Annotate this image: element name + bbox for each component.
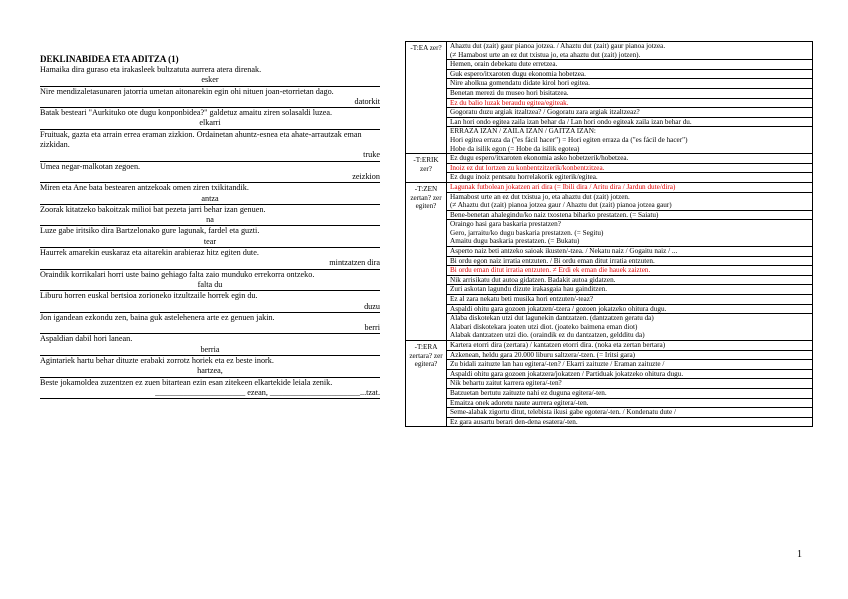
table-row <box>406 60 813 70</box>
example-cell: ERRAZA IZAN / ZAILA IZAN / GAITZA IZAN: Hori egitea erraza da ("es fácil hacer") = Hori egiten erraza da ("es fácil de hacer") Hobe da isilik egon (= Hobe da isilik egotea) <box>447 127 813 154</box>
example-cell: Emaitza onek adoretu naute aurrera egitera/-ten. <box>447 398 813 408</box>
exercise-sentence: Hamaika dira guraso eta irakasleek bultzatuta aurrera atera direnak. <box>40 65 262 74</box>
exercise-item <box>40 65 380 87</box>
answer-hint: tear <box>203 236 217 246</box>
example-cell: Lan hori ondo egitea zaila izan behar da / Lan hori ondo egiteak zaila izan behar du. <box>447 117 813 127</box>
table-row <box>406 154 813 164</box>
table-row <box>406 163 813 173</box>
answer-hint: hartzea, <box>197 366 223 376</box>
exercise-sentence: Beste jokamoldea zuzentzen ez zuen bitartean ezin esan zitekeen elkartekide leiala zenik. <box>40 377 333 387</box>
exercise-item <box>40 130 380 162</box>
example-cell: Zuri askotan lagundu dizute irakasgaia hau gainditzen. <box>447 285 813 295</box>
answer-hint: mintzatzen dira <box>329 258 380 268</box>
exercise-sentence: Batak besteari "Aurkituko ote dugu konponbidea?" galdetuz amaitu ziren solasaldi luzea. <box>40 108 333 118</box>
section-label: -T:ERIK zer? <box>406 154 447 183</box>
table-row <box>406 388 813 398</box>
example-cell: Bene-benetan ahalegindu/ko naiz txostena biharko prestatzen. (= Saiatu) <box>447 210 813 220</box>
table-row <box>406 417 813 427</box>
exercise-sentence: Nire mendizaletasunaren jatorria umetan aitonarekin egin ohi nituen joan-etorrietan dago. <box>40 86 334 96</box>
section-label: -T:ZEN zertan? zer egiten? <box>406 182 447 340</box>
example-cell: Asperto naiz beti antzeko saioak ikusten/-tzea. / Nekatu naiz / Gogaitu naiz / ... <box>447 247 813 257</box>
example-cell: Ez dugu espero/itxaroten ekonomia asko hobetzerik/hobetzea. <box>447 154 813 164</box>
exercise-sentence: Liburu horren euskal bertsioa zorioneko itzultzaile horrek egin du. <box>40 291 258 301</box>
example-cell: Oraingo hasi gara baskaria prestatzen? Gero, jarraitu/ko dugu baskaria prestatzen. (= Segitu) Amaitu dugu baskaria prestatzen. (= Bukatu) <box>447 220 813 247</box>
example-cell: Alaba diskotekan utzi dut lagunekin dantzatzen. (dantzatzen geratu da) Alabari diskotekara joaten utzi diot. (joateko baimena eman diot) Alabak dantzatzen utzi dio. (oraindik ez du dantzatzen, geldditu da) <box>447 314 813 341</box>
example-cell: Zu bidali zaituzte lan hau egitera/-ten? / Ekarri zaituzte / Eraman zaituzte / <box>447 360 813 370</box>
example-cell: Ez gara ausartu berari den-dena esatera/-ten. <box>447 417 813 427</box>
exercise-item <box>40 183 380 205</box>
table-row <box>406 350 813 360</box>
table-row <box>406 314 813 341</box>
table-row <box>406 369 813 379</box>
section-label: -T:EA zer? <box>406 42 447 154</box>
exercise-item <box>40 162 380 184</box>
example-cell: Inoiz ez dut lortzen zu konbentzitzerik/konbentzitzea. <box>447 163 813 173</box>
answer-hint: ______________________ ezean, ______________________...tzat. <box>155 387 380 397</box>
example-cell: Aspaldi ohitu gara gozoen jokatzen/-tzera / gozoen jokatzeko ohitura dugu. <box>447 304 813 314</box>
exercise-item <box>40 108 380 130</box>
page-number: 1 <box>797 549 802 560</box>
section-label: -T:ERA zertara? zer egitera? <box>406 341 447 427</box>
table-row <box>406 398 813 408</box>
answer-hint: na <box>206 215 214 225</box>
table-row <box>406 117 813 127</box>
table-row <box>406 108 813 118</box>
table-row <box>406 266 813 276</box>
answer-hint: zeizkion <box>352 171 380 181</box>
example-cell: Ez dugu inoiz pentsatu horrelakorik egiterik/egitea. <box>447 173 813 183</box>
answer-hint: duzu <box>364 301 380 311</box>
example-cell: Hamabost urte an ez dut txistua jo, eta ahaztu dut (zait) jotzen. (≠ Ahaztu dut (zait) pianoa jotzea gaur / Ahaztu dut (zait) pianoa jotzea gaur) <box>447 192 813 210</box>
answer-hint: elkarri <box>199 118 221 128</box>
table-row <box>406 304 813 314</box>
exercise-item <box>40 248 380 270</box>
example-cell: Ahaztu dut (zait) gaur pianoa jotzea. / Ahaztu dut (zait) gaur pianoa jotzea. (≠ Hamabost urte an ez dut txistua jo, eta ahaztu dut (zait) jotzen). <box>447 42 813 60</box>
exercise-item <box>40 226 380 248</box>
example-cell: Azkenean, heldu gara 20.000 liburu saltzera/-tzen. (= Iritsi gara) <box>447 350 813 360</box>
exercise-item <box>40 291 380 313</box>
table-row <box>406 256 813 266</box>
example-cell: Benetan merezi du museo hori bisitatzea. <box>447 88 813 98</box>
exercise-list <box>40 54 380 399</box>
example-cell: Batzuetan bertutu zaituzte nahi ez duguna egitera/-ten. <box>447 388 813 398</box>
example-cell: Ez al zara nekatu beti musika hori entzuten/-teaz? <box>447 295 813 305</box>
table-row <box>406 173 813 183</box>
example-cell: Ez du balio luzak beraudu egitea/egiteak. <box>447 98 813 108</box>
exercise-sentence: Oraindik korrikalari horri uste baino gehiago falta zaio munduko errekorra ontzeko. <box>40 269 315 279</box>
answer-hint: falta du <box>197 279 223 289</box>
table-row <box>406 360 813 370</box>
example-cell: Gogoratu duzu argiak itzaltzea? / Gogoratu zara argiak itzaltzeaz? <box>447 108 813 118</box>
answer-hint: datorkit <box>354 96 380 106</box>
exercise-sentence: Aspaldian dabil hori lanean. <box>40 334 133 344</box>
exercise-sentence: Agintariek hartu behar dituzte erabaki zorrotz horiek eta ez beste inork. <box>40 356 274 366</box>
table-row <box>406 285 813 295</box>
answer-hint: antza <box>201 193 219 203</box>
table-row <box>406 79 813 89</box>
answer-hint: berria <box>200 344 220 354</box>
answer-hint: esker <box>201 75 219 85</box>
exercise-item <box>40 205 380 227</box>
table-row <box>406 98 813 108</box>
exercise-sentence: Fruituak, gazta eta arrain errea eraman zizkion. Ordainetan ahuntz-esnea eta ahate-arrautzak eman zizkidan. <box>40 129 362 150</box>
table-row <box>406 210 813 220</box>
exercise-item <box>40 378 380 400</box>
example-cell: Bi ordu eman ditut irratia entzuten. ≠ Erdi ek eman die hauek zaizten. <box>447 266 813 276</box>
table-row <box>406 42 813 60</box>
answer-hint: berri <box>364 323 380 333</box>
exercise-item <box>40 270 380 292</box>
table-row <box>406 275 813 285</box>
exercise-item <box>40 334 380 356</box>
example-cell: Aspaldi ohitu gara gozoen jokatzera/jokatzen / Partiduak jokatzeko ohitura dugu. <box>447 369 813 379</box>
table-row <box>406 88 813 98</box>
example-cell: Nik behartu zaitut karrera egitera/-ten? <box>447 379 813 389</box>
table-row <box>406 127 813 154</box>
table-row <box>406 69 813 79</box>
exercise-sentence: Haurrek amarekin euskaraz eta aitarekin arabieraz hitz egiten dute. <box>40 248 259 258</box>
example-cell: Bi ordu egon naiz irratia entzuten. / Bi ordu eman ditut irratia entzuten. <box>447 256 813 266</box>
table-row <box>406 192 813 210</box>
reference-table <box>405 41 813 427</box>
exercise-item <box>40 313 380 335</box>
example-cell: Nire aholkua gomendatu didate kirol hori egitea. <box>447 79 813 89</box>
example-cell: Hemen, orain debekatu dute erretzea. <box>447 60 813 70</box>
exercise-sentence: Zoorak kitatzeko bakoitzak milioi bat pezeta jarri behar izan genuen. <box>40 204 266 214</box>
exercise-sentence: Miren eta Ane bata bestearen antzekoak omen ziren txikitandik. <box>40 183 249 193</box>
example-cell: Guk espero/itxaroten dugu ekonomia hobetzea. <box>447 69 813 79</box>
exercise-sentence: Umea negar-malkotan zegoen. <box>40 161 141 171</box>
exercise-item <box>40 356 380 378</box>
table-row <box>406 182 813 192</box>
page-title: DEKLINABIDEA ETA ADITZA (1) <box>40 54 179 64</box>
table-row <box>406 295 813 305</box>
exercise-item <box>40 87 380 109</box>
exercise-sentence: Luze gabe iritsiko dira Bartzelonako gure lagunak, fardel eta guzti. <box>40 226 260 236</box>
example-cell: Nik arrisikatu dut autoa gidatzen. Badakit autoa gidatzen. <box>447 275 813 285</box>
table-row <box>406 379 813 389</box>
table-row <box>406 247 813 257</box>
example-cell: Kartera etorri dira (zertara) / kantatzen etorri dira. (noka eta zertan bertara) <box>447 341 813 351</box>
table-row <box>406 220 813 247</box>
exercise-sentence: Jon igandean ezkondu zen, baina guk astelehenera arte ez genuen jakin. <box>40 312 275 322</box>
answer-hint: truke <box>363 150 380 160</box>
table-row <box>406 341 813 351</box>
example-cell: Seme-alabak zigortu ditut, telebista ikusi gabe egotera/-ten. / Kondenatu dute / <box>447 408 813 418</box>
table-row <box>406 408 813 418</box>
example-cell: Lagunak futbolean jokatzen ari dira (= Ibili dira / Aritu dira / Jardun dute/dira) <box>447 182 813 192</box>
